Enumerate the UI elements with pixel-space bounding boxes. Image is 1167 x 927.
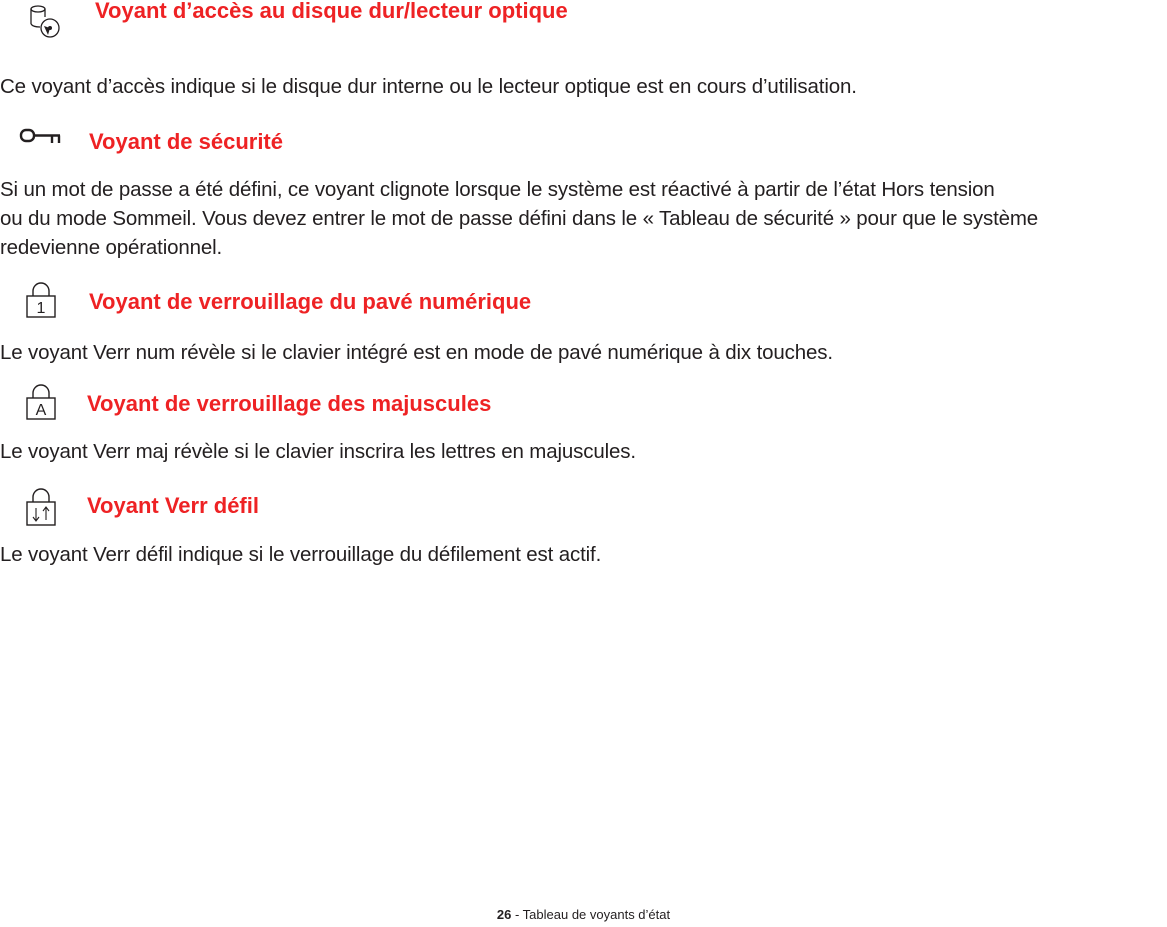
section-heading-hdd: Voyant d’accès au disque dur/lecteur optique [95,0,568,23]
body-line: Le voyant Verr num révèle si le clavier intégré est en mode de pavé numérique à dix touches. [0,341,833,364]
footer-separator: - [511,907,523,922]
hard-drive-icon [28,4,64,40]
section-body-scrolllock [0,540,601,569]
body-line: Le voyant Verr défil indique si le verrouillage du défilement est actif. [0,543,602,566]
section-heading-capslock: Voyant de verrouillage des majuscules [87,391,492,416]
section-body-numlock [0,338,833,367]
caps-lock-icon [24,384,58,422]
section-heading-numlock: Voyant de verrouillage du pavé numérique [89,289,532,314]
body-line: Ce voyant d’accès indique si le disque dur interne ou le lecteur optique est en cours d’utilisation. [0,75,857,98]
body-line: ou du mode Sommeil. Vous devez entrer le mot de passe défini dans le « Tableau de sécurité » pour que le système [0,207,1039,230]
num-lock-label: 1 [36,300,46,317]
body-line: redevienne opérationnel. [0,236,223,259]
body-line: Le voyant Verr maj révèle si le clavier inscrira les lettres en majuscules. [0,440,636,463]
page-footer [0,907,1167,922]
section-body-capslock [0,437,636,466]
caps-lock-label: A [35,402,47,419]
section-body-security [0,175,1038,262]
scroll-lock-icon [24,488,58,528]
key-icon [19,126,63,148]
section-body-hdd [0,72,857,101]
page-number: 26 [496,907,512,922]
footer-title: Tableau de voyants d’état [522,907,671,922]
section-heading-security: Voyant de sécurité [89,129,283,154]
num-lock-icon [24,282,58,320]
body-line: Si un mot de passe a été défini, ce voyant clignote lorsque le système est réactivé à partir de l’état Hors tension [0,178,995,201]
section-heading-scrolllock: Voyant Verr défil [87,493,259,518]
